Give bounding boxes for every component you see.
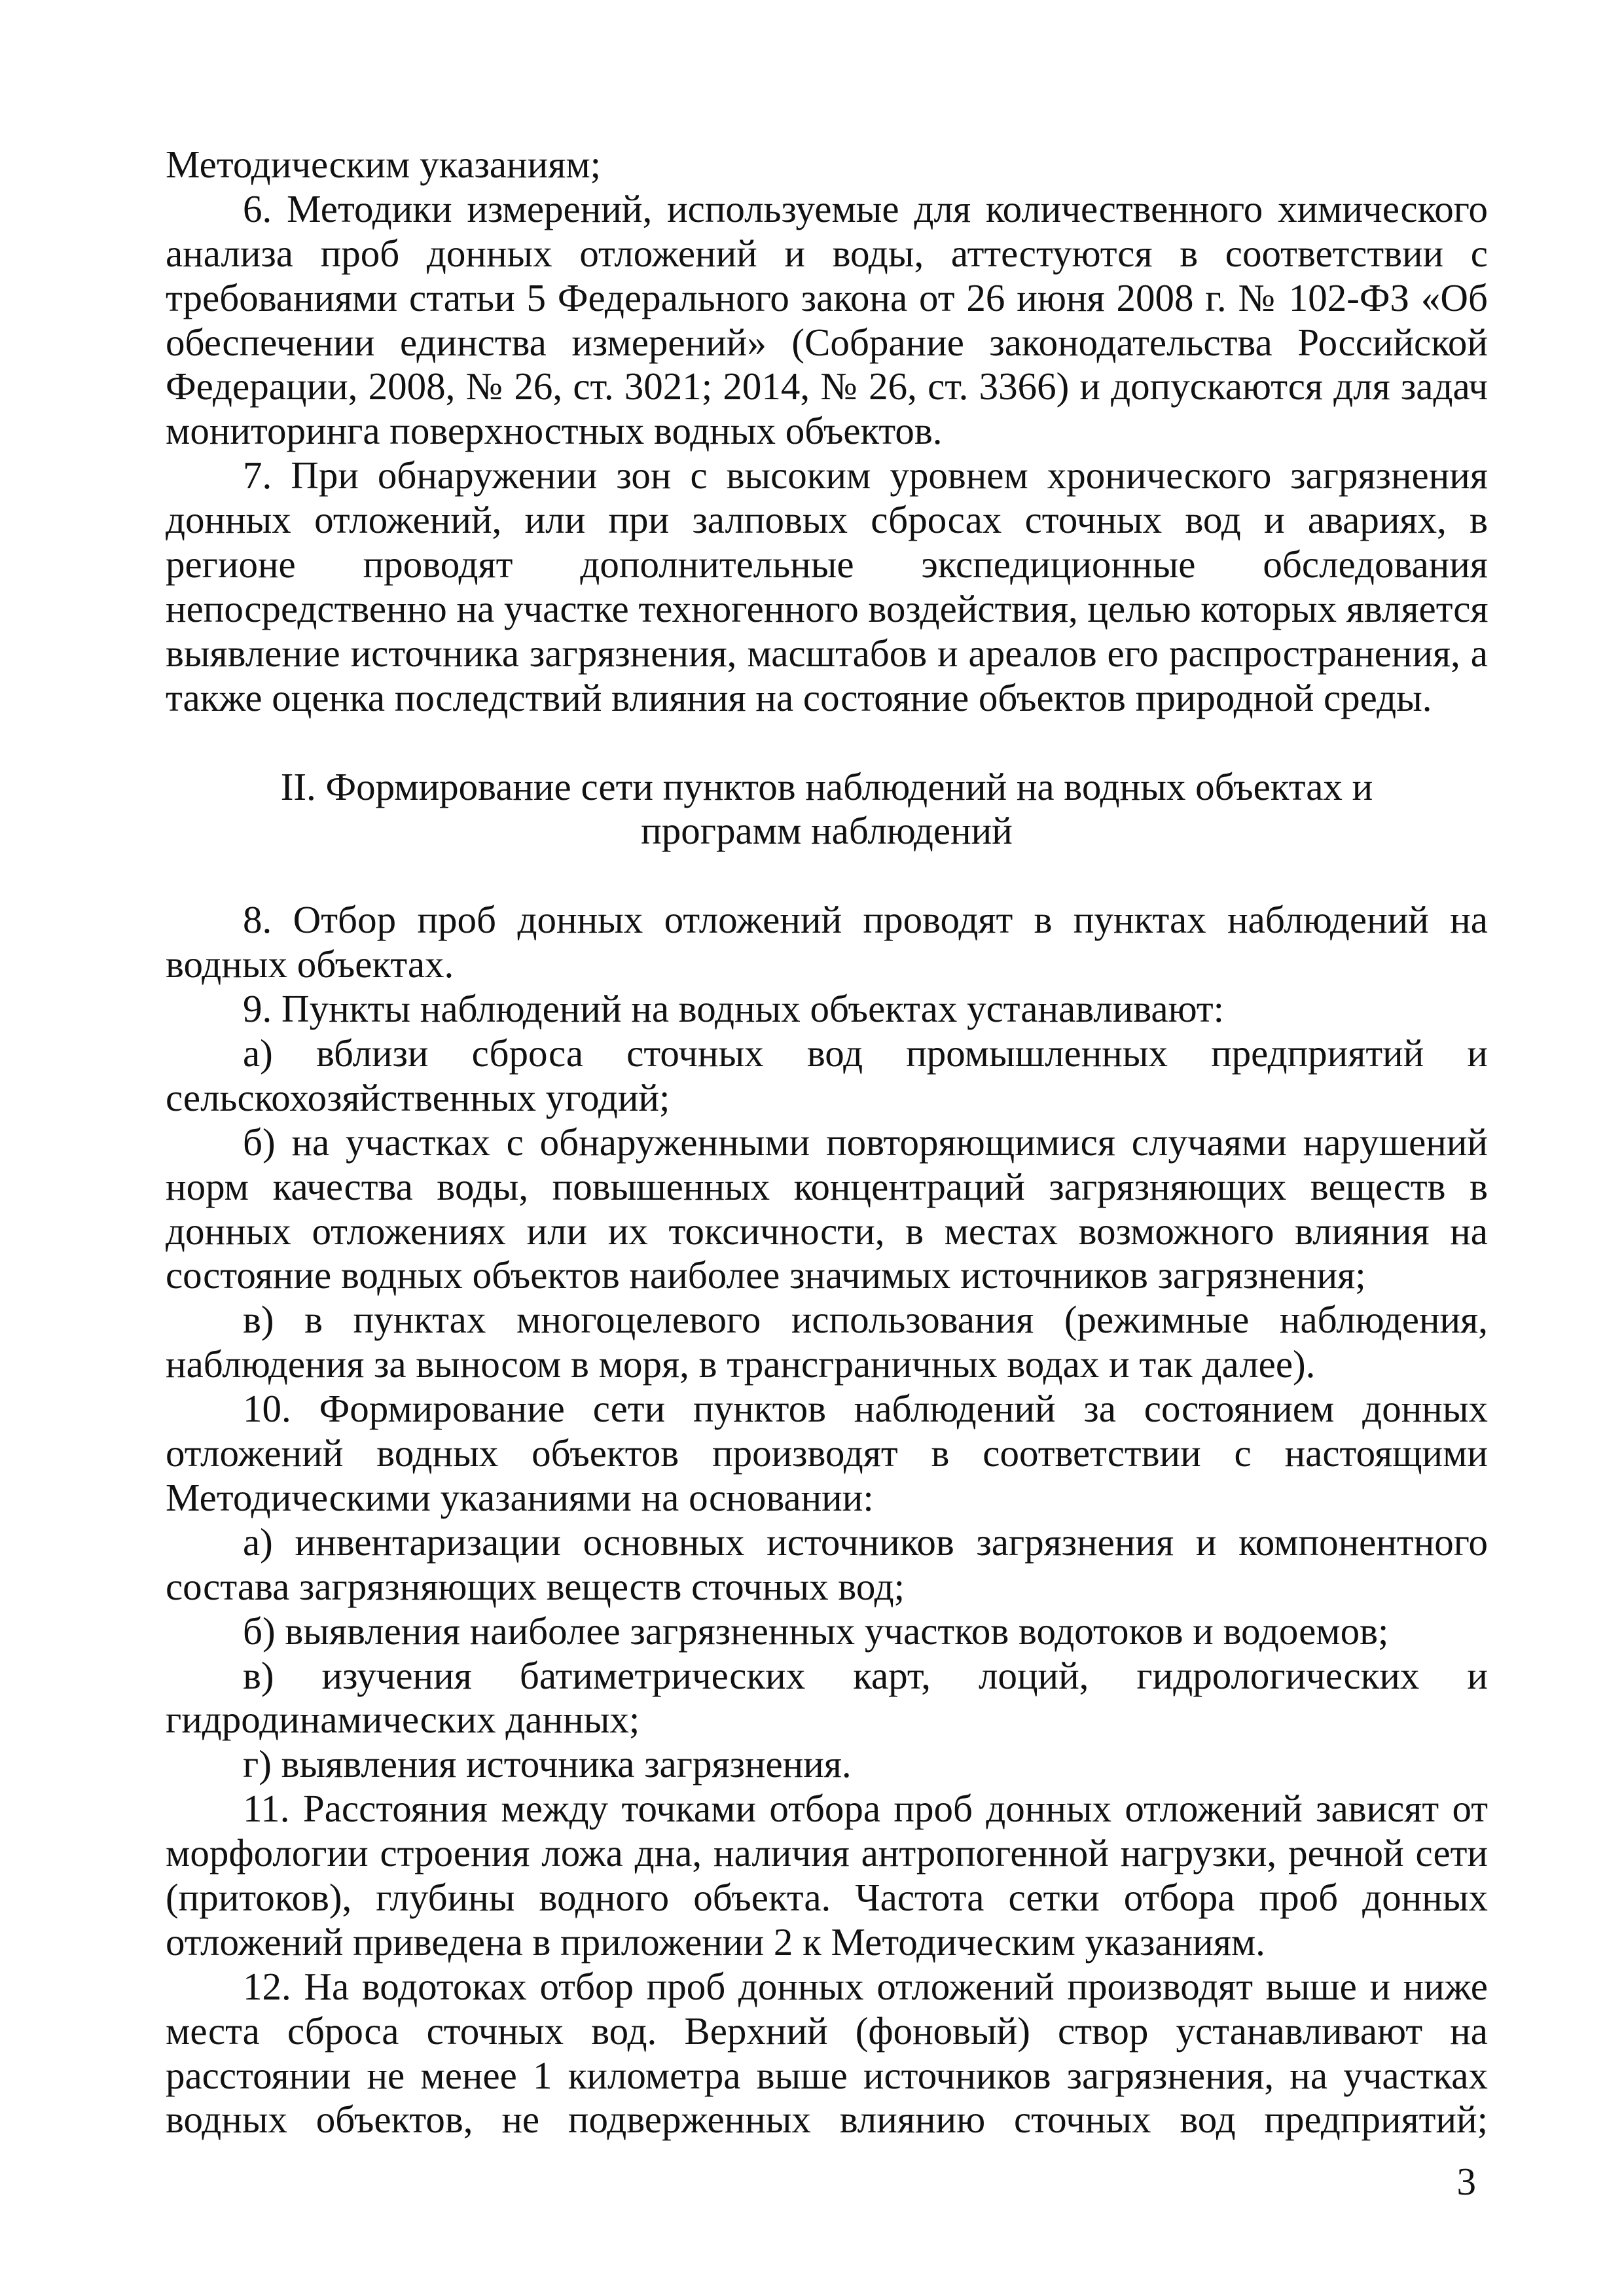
text-line: Федерации, 2008, № 26, ст. 3021; 2014, № 26, ст. 3366) и допускаются для задач xyxy=(166,365,1488,408)
paragraph-item-12 xyxy=(166,1965,1488,2143)
text-line: Методическими указаниями на основании: xyxy=(166,1475,874,1519)
heading-line: II. Формирование сети пунктов наблюдений на водных объектах и xyxy=(280,764,1373,808)
text-line: наблюдения за выносом в моря, в трансграничных водах и так далее). xyxy=(166,1342,1316,1386)
text-line: обеспечении единства измерений» (Собрание законодательства Российской xyxy=(166,320,1488,364)
paragraph-item-6 xyxy=(166,187,1488,454)
text-line: 6. Методики измерений, используемые для количественного химического xyxy=(243,187,1488,230)
text-line: мониторинга поверхностных водных объектов. xyxy=(166,409,943,453)
text-line: норм качества воды, повышенных концентраций загрязняющих веществ в xyxy=(166,1164,1488,1208)
text-line: донных отложений, или при залповых сбросах сточных вод и авариях, в xyxy=(166,498,1488,542)
spacer xyxy=(166,853,1488,898)
text-line: в) в пунктах многоцелевого использования (режимные наблюдения, xyxy=(243,1298,1488,1342)
text-line: а) инвентаризации основных источников загрязнения и компонентного xyxy=(243,1520,1488,1564)
text-line: б) выявления наиболее загрязненных участков водотоков и водоемов; xyxy=(243,1609,1389,1653)
paragraph-item-9 xyxy=(166,987,1488,1031)
text-line: морфологии строения ложа дна, наличия антропогенной нагрузки, речной сети xyxy=(166,1831,1488,1875)
text-line: состояние водных объектов наиболее значимых источников загрязнения; xyxy=(166,1253,1366,1297)
text-line: требованиями статьи 5 Федерального закона от 26 июня 2008 г. № 102-ФЗ «Об xyxy=(166,276,1488,319)
text-line: б) на участках с обнаруженными повторяющимися случаями нарушений xyxy=(243,1120,1488,1164)
text-line: а) вблизи сброса сточных вод промышленных предприятий и xyxy=(243,1031,1488,1075)
text-line: состава загрязняющих веществ сточных вод; xyxy=(166,1564,905,1608)
paragraph-item-9a xyxy=(166,1031,1488,1121)
paragraph-item-10a xyxy=(166,1520,1488,1609)
text-line: гидродинамических данных; xyxy=(166,1698,640,1742)
text-line: анализа проб донных отложений и воды, аттестуются в соответствии с xyxy=(166,231,1488,275)
paragraph-item-10 xyxy=(166,1387,1488,1520)
page-number: 3 xyxy=(1456,2160,1476,2203)
text-line: в) изучения батиметрических карт, лоций, гидрологических и xyxy=(243,1653,1488,1697)
document-body xyxy=(166,143,1488,2142)
section-heading xyxy=(166,765,1488,854)
text-line: 11. Расстояния между точками отбора проб донных отложений зависят от xyxy=(243,1787,1488,1831)
text-line: регионе проводят дополнительные экспедиционные обследования xyxy=(166,543,1488,586)
text-line: 9. Пункты наблюдений на водных объектах устанавливают: xyxy=(243,987,1225,1031)
paragraph-item-8 xyxy=(166,898,1488,987)
text-line: г) выявления источника загрязнения. xyxy=(243,1742,852,1786)
text-line: расстоянии не менее 1 километра выше источников загрязнения, на участках xyxy=(166,2053,1488,2097)
text-line: донных отложениях или их токсичности, в местах возможного влияния на xyxy=(166,1209,1488,1253)
paragraph-item-9c xyxy=(166,1298,1488,1387)
paragraph-item-10d xyxy=(166,1742,1488,1787)
paragraph-item-9b xyxy=(166,1121,1488,1299)
spacer xyxy=(166,721,1488,765)
text-line: 10. Формирование сети пунктов наблюдений за состоянием донных xyxy=(243,1387,1488,1431)
text-line: также оценка последствий влияния на состояние объектов природной среды. xyxy=(166,675,1432,719)
text-line: места сброса сточных вод. Верхний (фоновый) створ устанавливают на xyxy=(166,2009,1488,2053)
text-line: отложений приведена в приложении 2 к Методическим указаниям. xyxy=(166,1920,1265,1964)
text-line: Методическим указаниям; xyxy=(166,143,602,186)
paragraph-item-11 xyxy=(166,1787,1488,1965)
heading-line: программ наблюдений xyxy=(641,809,1013,853)
text-line: непосредственно на участке техногенного воздействия, целью которых является xyxy=(166,586,1489,630)
text-line: сельскохозяйственных угодий; xyxy=(166,1075,670,1119)
text-line: 7. При обнаружении зон с высоким уровнем хронического загрязнения xyxy=(243,454,1488,497)
text-line: водных объектах. xyxy=(166,942,454,986)
paragraph-item-10b xyxy=(166,1609,1488,1654)
text-line: водных объектов, не подверженных влиянию сточных вод предприятий; xyxy=(166,2098,1488,2142)
paragraph-item-7 xyxy=(166,454,1488,720)
text-line: отложений водных объектов производят в соответствии с настоящими xyxy=(166,1431,1488,1475)
text-line: 8. Отбор проб донных отложений проводят в пунктах наблюдений на xyxy=(243,898,1488,942)
paragraph-item-10c xyxy=(166,1654,1488,1743)
text-line: выявление источника загрязнения, масштабов и ареалов его распространения, а xyxy=(166,631,1488,675)
text-line: (притоков), глубины водного объекта. Частота сетки отбора проб донных xyxy=(166,1875,1488,1919)
text-line: 12. На водотоках отбор проб донных отложений производят выше и ниже xyxy=(243,1964,1488,2008)
paragraph-continuation xyxy=(166,143,1488,187)
